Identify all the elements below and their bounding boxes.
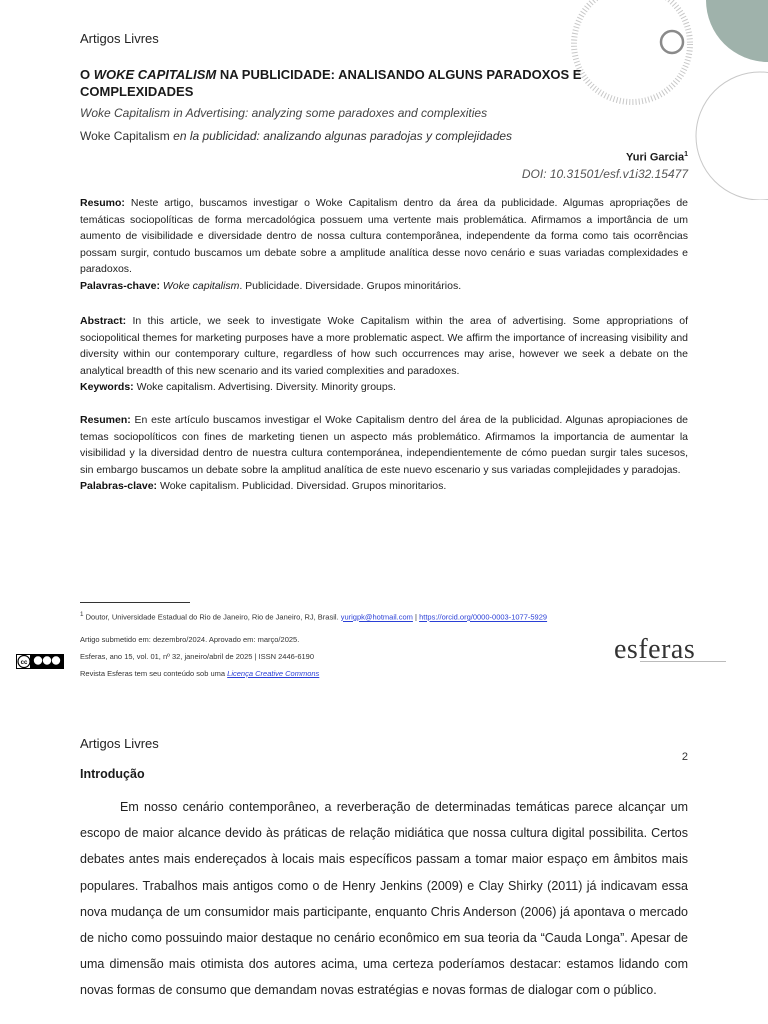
article-title: O WOKE CAPITALISM NA PUBLICIDADE: ANALISANDO ALGUNS PARADOXOS E COMPLEXIDADES [80,67,582,99]
intro-heading: Introdução [80,767,145,781]
resumen-block: Resumen: En este artículo buscamos investigar el Woke Capitalism dentro del área de la publicidad. Algunas apropiaciones de temas sociopolíticos con fines de marketing tienen un aspecto más problemático. Afirmamos la importancia de aumentar la visibilidad y la diversidad dentro de nuestra cultura contemporánea, independientemente de cómo puedan surgir tales sucesos, sin embargo buscamos un debate sobre la amplitud analítica de este nuevo escenario y sus variadas complejidades y paradojas. Palabras-clave: Woke capitalism. Publicidad. Diversidad. Grupos minoritarios. [80,412,688,495]
license-link[interactable]: Licença Creative Commons [227,669,320,678]
section-label-page2: Artigos Livres [80,736,159,751]
keywords: Keywords: Woke capitalism. Advertising. Diversity. Minority groups. [80,381,396,394]
doi: DOI: 10.31501/esf.v1i32.15477 [521,167,688,181]
orcid-link[interactable]: https://orcid.org/0000-0003-1077-5929 [419,612,548,622]
palavras-chave: Palavras-chave: Woke capitalism. Publicidade. Diversidade. Grupos minoritários. [80,279,462,292]
cc-badge-label: cc [20,660,28,666]
resumo-label: Resumo: [80,197,125,209]
section-label: Artigos Livres [80,31,159,46]
page-number: 2 [681,751,688,763]
resumo-block: Resumo: Neste artigo, buscamos investigar o Woke Capitalism dentro da área da publicidade. Algumas apropriações de temáticas sociopolíticas de forma mercadológica possuem uma vertente mais problemática. Afirmamos a importância de um aumento de visibilidade e diversidade dentro de nossa cultura contemporânea, independente da forma como tais ocorrências possam surgir, contudo buscamos um debate sobre a amplitude analítica desse novo cenário e suas variadas complexidades e paradoxos. Palavras-chave: Woke capitalism. Publicidade. Diversidade. Grupos minoritários. [80,195,688,295]
abstract-block: Abstract: In this article, we seek to investigate Woke Capitalism within the area of advertising. Some appropriations of sociopolitical themes for marketing purposes have a more problematic aspect. We affirm the importance of increasing visibility and diversity within our contemporary culture, regardless of how such occurrences may arise, however we seek a debate on the analytical breadth of this new scenario and its varied complexities and paradoxes. Keywords: Woke capitalism. Advertising. Diversity. Minority groups. [80,313,688,396]
subtitle-english: Woke Capitalism in Advertising: analyzing some paradoxes and complexities [80,106,488,120]
submission-info: Artigo submetido em: dezembro/2024. Aprovado em: março/2025. [80,635,300,644]
intro-paragraph: Em nosso cenário contemporâneo, a reverberação de determinadas temáticas parece alcançar um escopo de maior alcance devido às práticas de relação midiática que nossa cultura digital possibilita. Certos debates antes mais endereçados à locais mais específicos passam a tomar maior espaço em âmbitos mais populares. Trabalhos mais antigos como o de Henry Jenkins (2009) e Clay Shirky (2011) já indicavam essa nova mudança de um consumidor mais participante, enquanto Chris Anderson (2006) já apontava o mercado de nicho como possuindo maior destaque no cenário econômico em sua teoria da “Cauda Longa”. Apesar de uma dimensão mais otimista dos autores acima, uma certeza poderíamos destacar: estamos lidando com novas formas de consumo que demandam novas estratégias e novas formas de dialogar com o público. [80,800,688,998]
palabras-clave: Palabras-clave: Woke capitalism. Publicidad. Diversidad. Grupos minoritarios. [80,480,447,493]
title-italic: WOKE CAPITALISM [93,67,217,82]
footnote: $^1$ Doutor, Universidade Estadual do Rio de Janeiro, Rio de Janeiro, RJ, Brasil. yurigpk@hotmail.com | https://orcid.org/0000-0003-1077-5929 [80,611,548,622]
resumen-label: Resumen: [80,414,131,426]
license-info: Revista Esferas tem seu conteúdo sob uma Licença Creative Commons [80,669,320,678]
author-name: Yuri Garcia$^1$ [626,151,688,164]
journal-info: Esferas, ano 15, vol. 01, nº 32, janeiro/abril de 2025 | ISSN 2446-6190 [80,652,315,661]
subtitle-spanish: Woke Capitalism en la publicidad: analizando algunas paradojas y complejidades [80,129,513,143]
abstract-label: Abstract: [80,315,127,327]
footnote-email-link[interactable]: yurigpk@hotmail.com [340,612,413,622]
footnote-divider [80,602,190,603]
esferas-logo: esferas [614,634,696,665]
logo-underline [640,661,726,662]
creative-commons-badge-icon[interactable] [16,654,64,669]
